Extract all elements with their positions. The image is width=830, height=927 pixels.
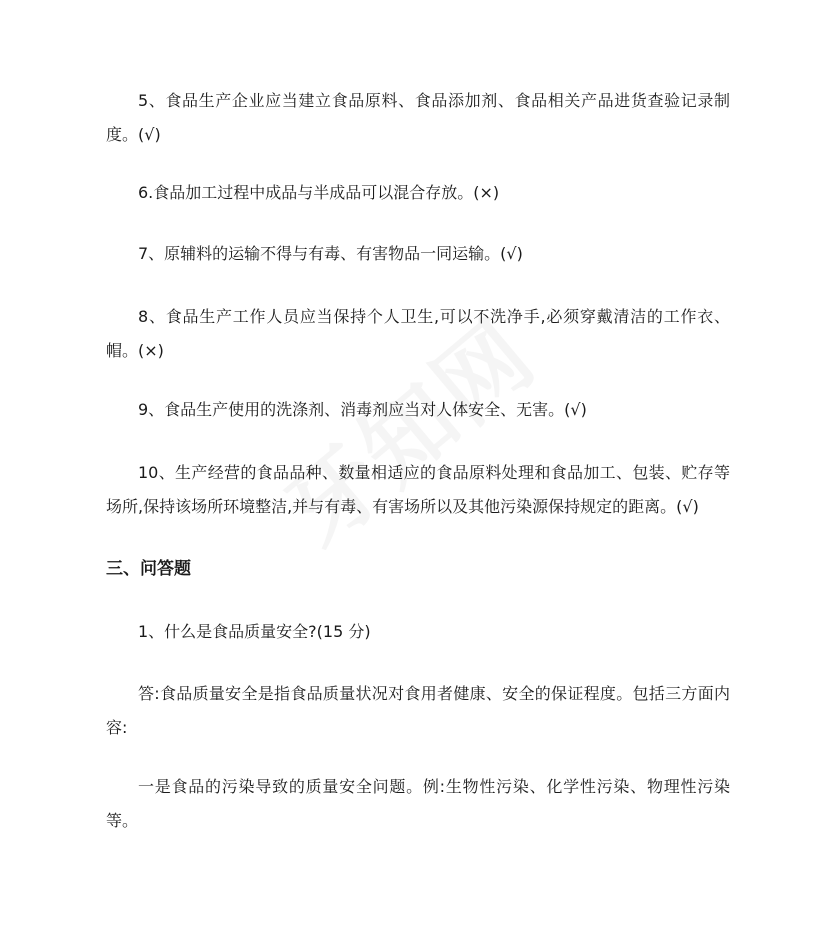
true-false-item-7: 7、原辅料的运输不得与有毒、有害物品一同运输。(√) (138, 244, 523, 263)
answer-1: 答:食品质量安全是指食品质量状况对食用者健康、安全的保证程度。包括三方面内容: (106, 684, 730, 737)
true-false-item-10: 10、生产经营的食品品种、数量相适应的食品原料处理和食品加工、包装、贮存等场所,保持该场所环境整洁,并与有毒、有害场所以及其他污染源保持规定的距离。(√) (106, 463, 730, 516)
answer-point-1: 一是食品的污染导致的质量安全问题。例:生物性污染、化学性污染、物理性污染等。 (106, 777, 730, 830)
true-false-item-9: 9、食品生产使用的洗涤剂、消毒剂应当对人体安全、无害。(√) (138, 400, 587, 419)
question-1: 1、什么是食品质量安全?(15 分) (138, 622, 371, 641)
true-false-item-6: 6.食品加工过程中成品与半成品可以混合存放。(×) (138, 183, 500, 202)
true-false-item-5: 5、食品生产企业应当建立食品原料、食品添加剂、食品相关产品进货查验记录制度。(√) (106, 91, 730, 144)
section-heading: 三、问答题 (106, 559, 191, 579)
true-false-item-8: 8、食品生产工作人员应当保持个人卫生,可以不洗净手,必须穿戴清洁的工作衣、帽。(×) (106, 307, 730, 360)
